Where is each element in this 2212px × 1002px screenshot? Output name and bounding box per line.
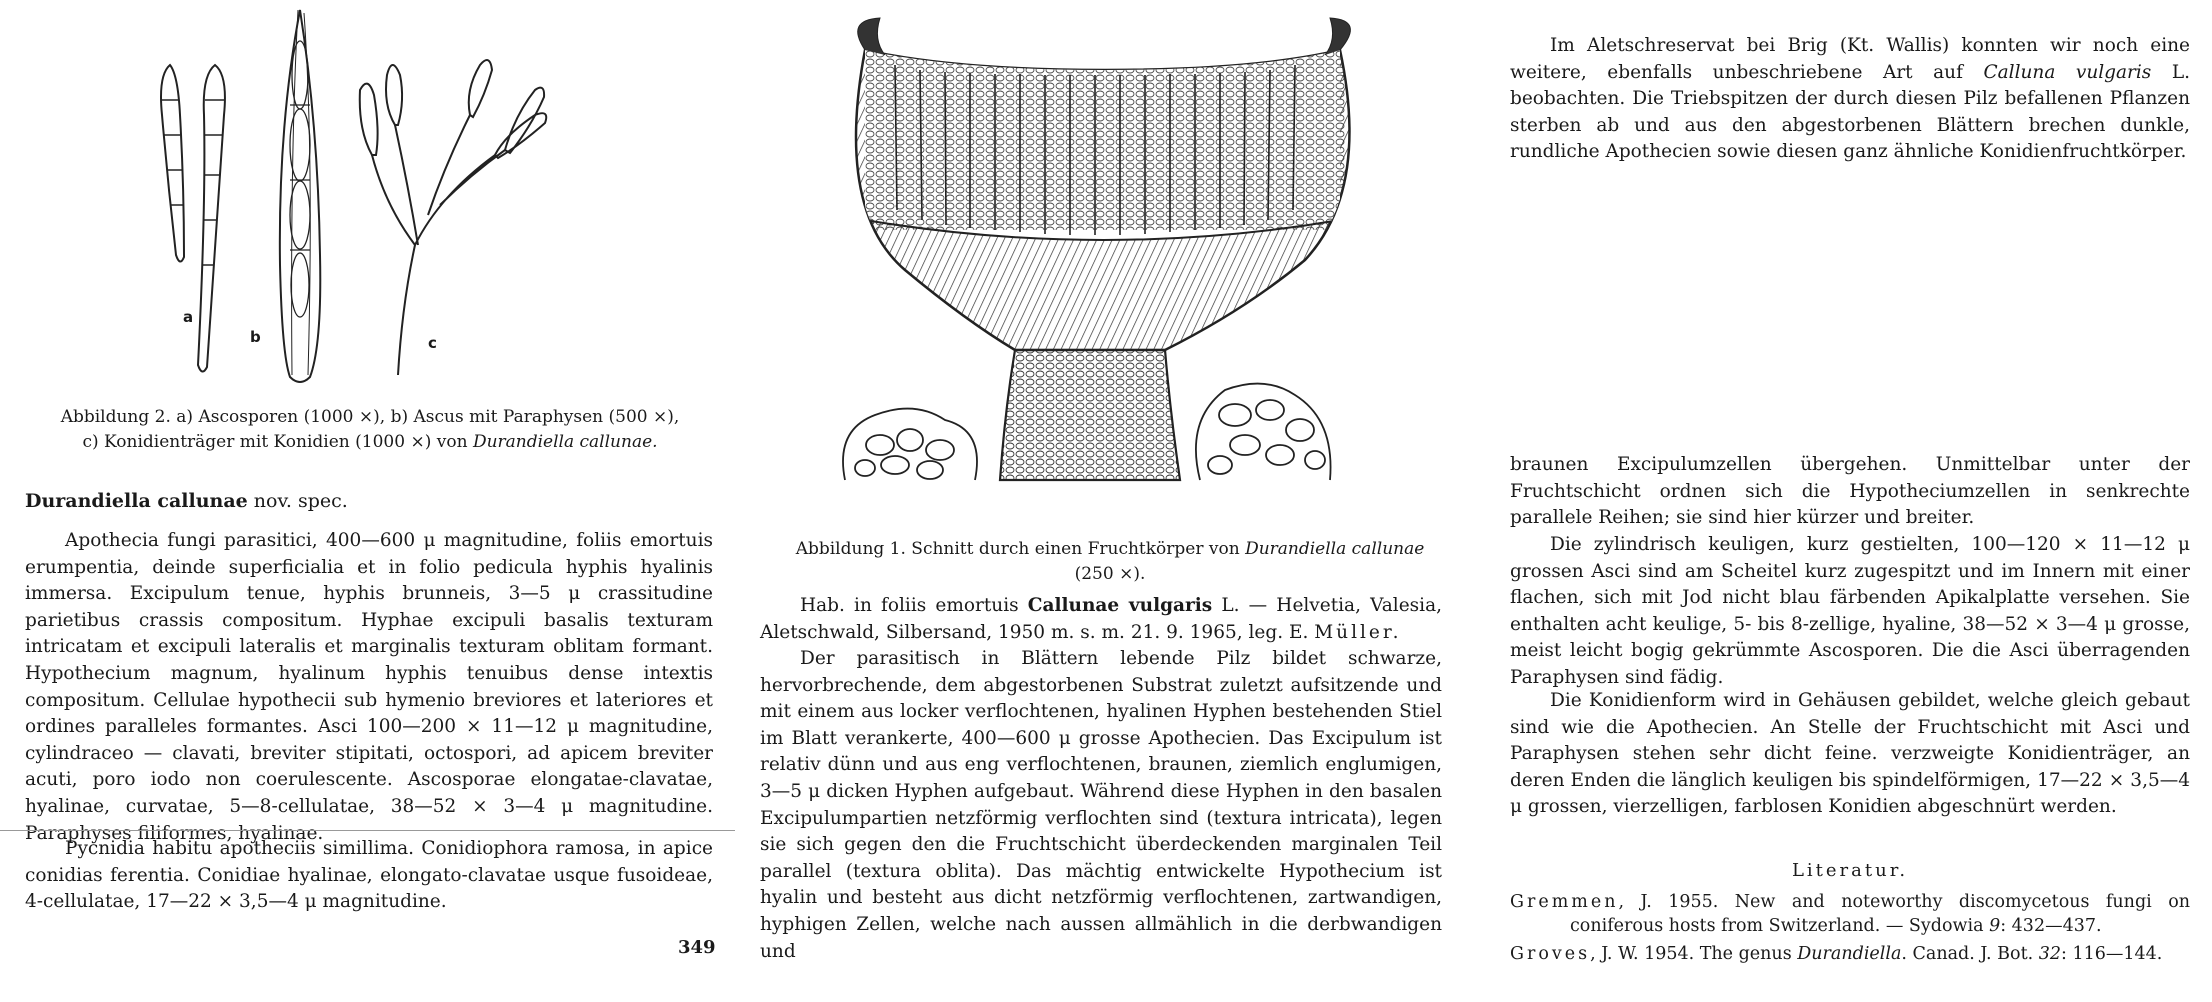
ref2-volume: 32 (2038, 944, 2062, 964)
reference-gremmen (1510, 890, 2190, 938)
habitat-prefix: Hab. in foliis emortuis (800, 595, 1028, 616)
fig2-label-a: a (183, 308, 194, 326)
hymenium (865, 50, 1345, 240)
ascospore-1 (161, 65, 184, 262)
fig2-label-b: b (250, 328, 261, 346)
species-heading-suffix: nov. spec. (247, 490, 348, 512)
fig2-caption-line-2 (20, 430, 720, 455)
ref1-pages: : 432—437. (2000, 916, 2102, 936)
german-description: Der parasitisch in Blättern lebende Pilz bildet schwarze, hervorbrechende, dem abgestorbenen Substrat zuletzt aufsitzende und mit einem aus locker verflochtenen, hyalinen Hyphen bestehenden Stiel im Blatt verankerte, 400—600 μ grosse Apothecien. Das Excipulum ist relativ dünn und aus eng verflochtenen, braunen, ziemlich englumigen, 3—5 μ dicken Hyphen aufgebaut. Während diese Hyphen in den basalen Excipulumpartien netzförmig verflochten sind (textura intricata), legen sie sich gegen den die Fruchtschicht überdeckenden marginalen Teil parallel (textura oblita). Das mächtig entwickelte Hypothecium ist hyalin und besteht aus dicht netzförmig verflochtenen, zartwandigen, hyphigen Zellen, welche nach aussen allmählich in die derbwandigen und (760, 648, 1442, 962)
asci-paragraph: Die zylindrisch keuligen, kurz gestielten, 100—120 × 11—12 μ grossen Asci sind am Scheitel kurz zugespitzt und im Innern mit einer flachen, sich mit Jod nicht blau färbenden Apikalplatte versehen. Sie enthalten acht keulige, 5- bis 8-zellige, hyaline, 38—52 × 3—4 μ grosse, meist leicht bogig gekrümmte Ascosporen. Die die Asci überragenden Paraphysen sind fädig. (1510, 534, 2190, 688)
ascus (280, 10, 320, 382)
conidiophore (372, 115, 505, 375)
fig2-caption-text: c) Konidienträger mit Konidien (1000 ×) von (82, 432, 468, 452)
conidium-3 (469, 60, 492, 117)
conidium-1 (386, 65, 402, 125)
fig2-caption-line-1: Abbildung 2. a) Ascosporen (1000 ×), b) Ascus mit Paraphysen (500 ×), (60, 407, 680, 427)
fig1-caption-line-1 (760, 537, 1460, 562)
figure-1-drawing (825, 10, 1395, 490)
ref1-text: , J. 1955. New and noteworthy discomycetous fungi on coniferous hosts from Switzerland. — Sydowia (1570, 892, 2190, 936)
ref2-text-1: , J. W. 1954. The genus (1590, 944, 1798, 964)
fig1-caption-line-2: (250 ×). (1074, 564, 1146, 584)
excipulum-rim-right (1325, 18, 1350, 55)
figure-2-caption (20, 405, 720, 455)
middle-column (760, 0, 1460, 1002)
fig1-caption-text: Abbildung 1. Schnitt durch einen Fruchtkörper von (795, 539, 1240, 559)
species-heading-name: Durandiella callunae (25, 490, 248, 512)
habitat-host: Callunae vulgaris (1027, 595, 1213, 616)
fig2-caption-species: Durandiella callunae. (472, 432, 658, 452)
figure-1-caption (760, 537, 1460, 587)
ref2-text-2: . Canad. J. Bot. (1901, 944, 2039, 964)
right-column (1495, 0, 2200, 1002)
continuation-paragraph: braunen Excipulumzellen übergehen. Unmittelbar unter der Fruchtschicht ordnen sich die Hypotheciumzellen in senkrechte parallele Reihen; sie sind hier kürzer und breiter. (1510, 454, 2190, 529)
excipulum-rim-left (858, 18, 885, 55)
aletsch-text-1: Im Aletschreservat bei Brig (Kt. Wallis) konnten wir noch eine weitere, ebenfalls unbeschriebene Art auf (1510, 35, 2190, 83)
page-number: 349 (678, 937, 716, 958)
fig2-label-c: c (428, 334, 437, 352)
fig1-caption-species: Durandiella callunae (1245, 539, 1425, 559)
habitat-collector: Müller. (1314, 621, 1402, 643)
ref2-author: Groves (1510, 944, 1591, 964)
aletsch-text-2: L. beobachten. Die Triebspitzen der durch diesen Pilz befallenen Pflanzen sterben ab und aus den abgestorbenen Blättern brechen dunkle, rundliche Apothecien sowie diesen ganz ähnliche Konidienfruchtkörper. (1510, 61, 2190, 163)
figure-2-drawing (140, 5, 600, 390)
ref1-author: Gremmen (1510, 892, 1619, 912)
ascospore-2 (198, 65, 225, 372)
species-heading (25, 490, 348, 512)
latin-pycnidia: Pycnidia habitu apotheciis simillima. Conidiophora ramosa, in apice conidias ferentia. Conidiae hyalinae, elongato-clavatae usque fusoideae, 4-cellulatae, 17—22 × 3,5—4 μ magnitudine. (25, 838, 713, 913)
aletsch-paragraph (1510, 33, 2190, 166)
ref2-genus: Durandiella (1797, 944, 1902, 964)
aletsch-host: Calluna vulgaris (1983, 61, 2152, 83)
apothecium-stalk (1000, 350, 1180, 480)
literature-heading: Literatur. (1791, 860, 1909, 881)
conidium-2 (360, 84, 378, 155)
habitat-paragraph (760, 593, 1442, 646)
conidium-4 (505, 88, 544, 153)
konidien-paragraph: Die Konidienform wird in Gehäusen gebildet, welche gleich gebaut sind wie die Apothecien. An Stelle der Fruchtschicht mit Asci und Paraphysen stehen sehr dicht feine. verzweigte Konidienträger, an deren Enden die länglich keuligen bis spindelförmigen, 17—22 × 3,5—4 μ grossen, vierzelligen, farblosen Konidien abgeschnürt werden. (1510, 690, 2190, 818)
section-divider (0, 830, 735, 831)
reference-groves (1510, 942, 2212, 966)
latin-description: Apothecia fungi parasitici, 400—600 μ magnitudine, foliis emortuis erumpentia, deinde superficialia et in folio pedicula hyphis hyalinis immersa. Excipulum tenue, hyphis brunneis, 3—5 μ crassitudine parietibus crassis compositum. Hyphae excipuli basalis texturam intricatam et excipuli lateralis et marginalis texturam oblitam formant. Hypothecium magnum, hyalinum hyphis tenuibus dense intextis compositum. Cellulae hypothecii sub hymenio breviores et lateriores et ordines paralleles formantes. Asci 100—200 × 11—12 μ magnitudine, cylindraceo — clavati, breviter stipitati, octospori, ad apicem breviter acuti, poro iodo non coerulescente. Ascosporae elongatae-clavatae, hyalinae, curvatae, 5—8-cellulatae, 38—52 × 3—4 μ magnitudine. Paraphyses filiformes, hyalinae. (25, 530, 713, 844)
ref2-pages: : 116—144. (2061, 944, 2163, 964)
habitat-locality: L. — Helvetia, Valesia, Aletschwald, Silbersand, 1950 m. s. m. 21. 9. 1965, leg. E. (760, 595, 1442, 643)
ref1-volume: 9 (1989, 916, 2001, 936)
left-column (0, 0, 735, 1002)
